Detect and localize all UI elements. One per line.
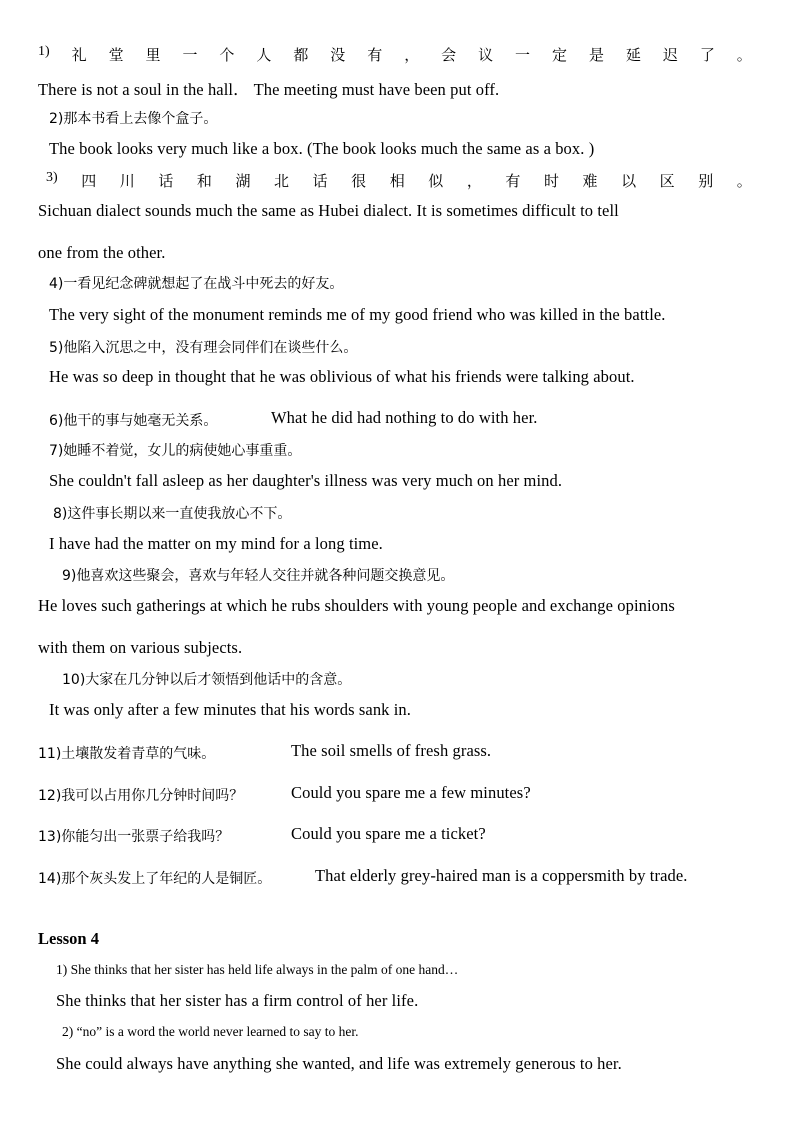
item-3-chinese [46, 170, 752, 191]
lesson-4-answer-1: She thinks that her sister has a firm control of her life. [56, 991, 419, 1010]
lesson-4-answer-2: She could always have anything she wanted, and life was extremely generous to her. [56, 1054, 622, 1073]
chinese-char: 。 [736, 172, 752, 190]
item-3-english-line-1: Sichuan dialect sounds much the same as Hubei dialect. It is sometimes difficult to tell [38, 201, 619, 220]
chinese-char: 区 [659, 172, 675, 190]
item-9-chinese: 9)他喜欢这些聚会，喜欢与年轻人交往并就各种问题交换意见。 [62, 568, 455, 584]
item-6-english: What he did had nothing to do with her. [271, 408, 538, 427]
chinese-char: 和 [196, 172, 212, 190]
item-number: 3) [46, 170, 58, 185]
lesson-4-heading: Lesson 4 [38, 929, 99, 948]
chinese-char: 有 [505, 172, 521, 190]
chinese-char: 。 [736, 46, 752, 64]
chinese-char: 话 [158, 172, 174, 190]
chinese-char: 很 [351, 172, 367, 190]
chinese-char: 个 [219, 46, 235, 64]
chinese-char: 礼 [71, 46, 87, 64]
chinese-char: 以 [621, 172, 637, 190]
chinese-char: 人 [256, 46, 272, 64]
chinese-char: 了 [699, 46, 715, 64]
item-12-chinese: 12)我可以占用你几分钟时间吗？ [38, 788, 244, 804]
item-8-chinese: 8)这件事长期以来一直使我放心不下。 [53, 506, 292, 522]
chinese-char: 延 [625, 46, 641, 64]
item-14-english: That elderly grey-haired man is a coppersmith by trade. [315, 866, 688, 885]
item-1-chinese [38, 44, 752, 65]
item-5-chinese: 5)他陷入沉思之中，没有理会同伴们在谈些什么。 [49, 340, 358, 356]
chinese-char: 一 [515, 46, 531, 64]
chinese-char: 会 [441, 46, 457, 64]
chinese-char: 里 [145, 46, 161, 64]
lesson-4-quote-2: 2) “no” is a word the world never learned to say to her. [62, 1024, 359, 1039]
chinese-char: 有 [367, 46, 383, 64]
item-5-english: He was so deep in thought that he was oblivious of what his friends were talking about. [49, 367, 635, 386]
chinese-char: 迟 [662, 46, 678, 64]
item-13-english: Could you spare me a ticket? [291, 824, 486, 843]
chinese-char: 时 [543, 172, 559, 190]
chinese-char: 似 [428, 172, 444, 190]
chinese-char: 相 [389, 172, 405, 190]
item-7-english: She couldn't fall asleep as her daughter's illness was very much on her mind. [49, 471, 563, 490]
item-4-chinese: 4)一看见纪念碑就想起了在战斗中死去的好友。 [49, 276, 344, 292]
item-9-english-line-2: with them on various subjects. [38, 638, 243, 657]
item-4-english: The very sight of the monument reminds me of my good friend who was killed in the battle. [49, 305, 666, 324]
item-11-english: The soil smells of fresh grass. [291, 741, 492, 760]
chinese-char: 定 [552, 46, 568, 64]
chinese-char: 没 [330, 46, 346, 64]
item-11-chinese: 11)土壤散发着青草的气味。 [38, 746, 216, 762]
chinese-char: 川 [119, 172, 135, 190]
item-2-chinese: 2)那本书看上去像个盒子。 [49, 111, 218, 127]
item-14-chinese: 14)那个灰头发上了年纪的人是铜匠。 [38, 871, 272, 887]
chinese-char: 难 [582, 172, 598, 190]
item-9-english-line-1: He loves such gatherings at which he rubs shoulders with young people and exchange opinions [38, 596, 675, 615]
item-12-english: Could you spare me a few minutes? [291, 783, 531, 802]
chinese-char: 议 [478, 46, 494, 64]
item-8-english: I have had the matter on my mind for a long time. [49, 534, 383, 553]
item-13-chinese: 13)你能匀出一张票子给我吗？ [38, 829, 230, 845]
chinese-char: 一 [182, 46, 198, 64]
item-3-english-line-2: one from the other. [38, 243, 166, 262]
item-10-english: It was only after a few minutes that his words sank in. [49, 700, 412, 719]
chinese-char: 话 [312, 172, 328, 190]
chinese-char: 四 [81, 172, 97, 190]
item-number: 1) [38, 44, 50, 59]
chinese-char: 北 [274, 172, 290, 190]
chinese-char: 是 [588, 46, 604, 64]
item-1-english: There is not a soul in the hall． The meeting must have been put off. [38, 80, 500, 99]
chinese-char: 堂 [108, 46, 124, 64]
chinese-char: ， [466, 172, 482, 190]
item-10-chinese: 10)大家在几分钟以后才领悟到他话中的含意。 [62, 672, 352, 688]
chinese-char: 湖 [235, 172, 251, 190]
chinese-char: 别 [698, 172, 714, 190]
chinese-char: 都 [293, 46, 309, 64]
chinese-char: ， [404, 46, 420, 64]
item-7-chinese: 7)她睡不着觉，女儿的病使她心事重重。 [49, 443, 302, 459]
lesson-4-quote-1: 1) She thinks that her sister has held life always in the palm of one hand… [56, 962, 459, 977]
item-2-english: The book looks very much like a box. (The book looks much the same as a box. ) [49, 139, 595, 158]
item-6-chinese: 6)他干的事与她毫无关系。 [49, 413, 218, 429]
